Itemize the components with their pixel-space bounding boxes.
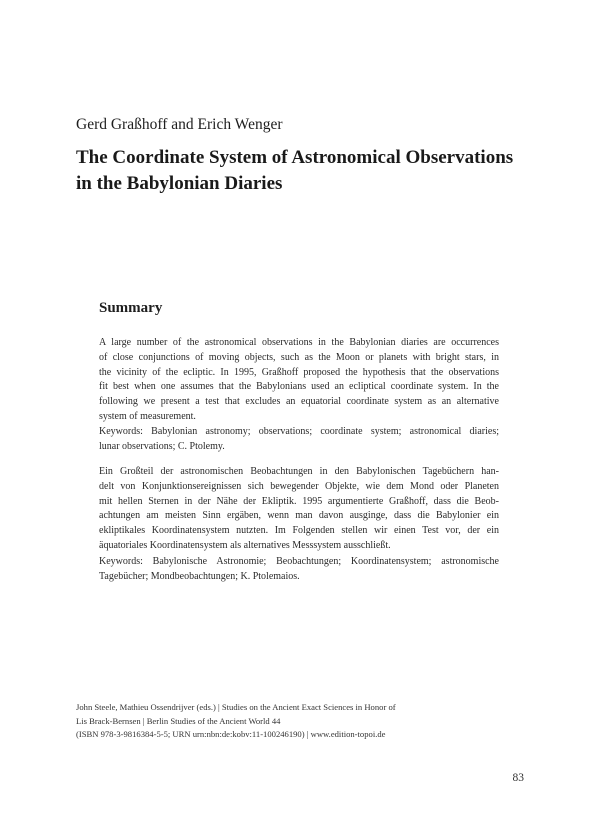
- abstract-english: [99, 336, 499, 425]
- paper-title: [76, 145, 546, 197]
- abstract-line: of close conjunctions of moving objects, such as the Moon or planets with bright stars, in: [99, 351, 499, 363]
- footer-line: Lis Brack-Bernsen | Berlin Studies of the Ancient World 44: [76, 715, 281, 726]
- abstract-line: mit hellen Sternen in der Nähe der Ekliptik. 1995 argumentierte Graßhoff, dass die Beob-: [99, 495, 499, 507]
- abstract-line: achtungen am meisten Sinn ergäben, wenn man davon ausginge, dass die Babylonier ein: [99, 510, 499, 522]
- abstract-line: A large number of the astronomical observations in the Babylonian diaries are occurrences: [99, 337, 499, 348]
- keywords-line: Keywords: Babylonische Astronomie; Beobachtungen; Koordinatensystem; astronomische: [99, 556, 499, 567]
- title-line: in the Babylonian Diaries: [76, 173, 283, 194]
- abstract-line: äquatoriales Koordinatensystem als alternatives Messsystem ausschließt.: [99, 539, 391, 551]
- keywords-line: Tagebücher; Mondbeobachtungen; K. Ptolemaios.: [99, 570, 300, 582]
- abstract-line: following we present a test that excludes an equatorial coordinate system as an alternative: [99, 396, 499, 408]
- keywords-line: Keywords: Babylonian astronomy; observations; coordinate system; astronomical diaries;: [99, 426, 499, 437]
- abstract-line: fit best when one assumes that the Babylonians used an ecliptical coordinate system. In the: [99, 381, 499, 393]
- footer-line: John Steele, Mathieu Ossendrijver (eds.) | Studies on the Ancient Exact Sciences in Honor of: [76, 702, 396, 712]
- author-line: Gerd Graßhoff and Erich Wenger: [76, 116, 283, 133]
- abstract-line: Ein Großteil der astronomischen Beobachtungen in den Babylonischen Tagebüchern han-: [99, 466, 499, 477]
- keywords-german: [99, 555, 499, 585]
- abstract-line: delt von Konjunktionsereignissen sich bewegender Objekte, wie dem Mond oder Planeten: [99, 480, 499, 492]
- page-number: 83: [512, 772, 524, 784]
- abstract-line: the vicinity of the ecliptic. In 1995, Graßhoff proposed the hypothesis that the observations: [99, 366, 499, 378]
- footer-line: (ISBN 978-3-9816384-5-5; URN urn:nbn:de:kobv:11-100246190) | www.edition-topoi.de: [76, 729, 386, 740]
- summary-heading: Summary: [99, 300, 163, 316]
- title-line: The Coordinate System of Astronomical Observations: [76, 147, 514, 168]
- keywords-english: [99, 425, 499, 455]
- abstract-german: [99, 465, 499, 554]
- keywords-line: lunar observations; C. Ptolemy.: [99, 440, 225, 452]
- citation-footer: [76, 701, 416, 742]
- abstract-line: ekliptikales Koordinatensystem nutzten. Im Folgenden stellen wir einen Test vor, der ein: [99, 525, 499, 537]
- abstract-line: system of measurement.: [99, 410, 196, 422]
